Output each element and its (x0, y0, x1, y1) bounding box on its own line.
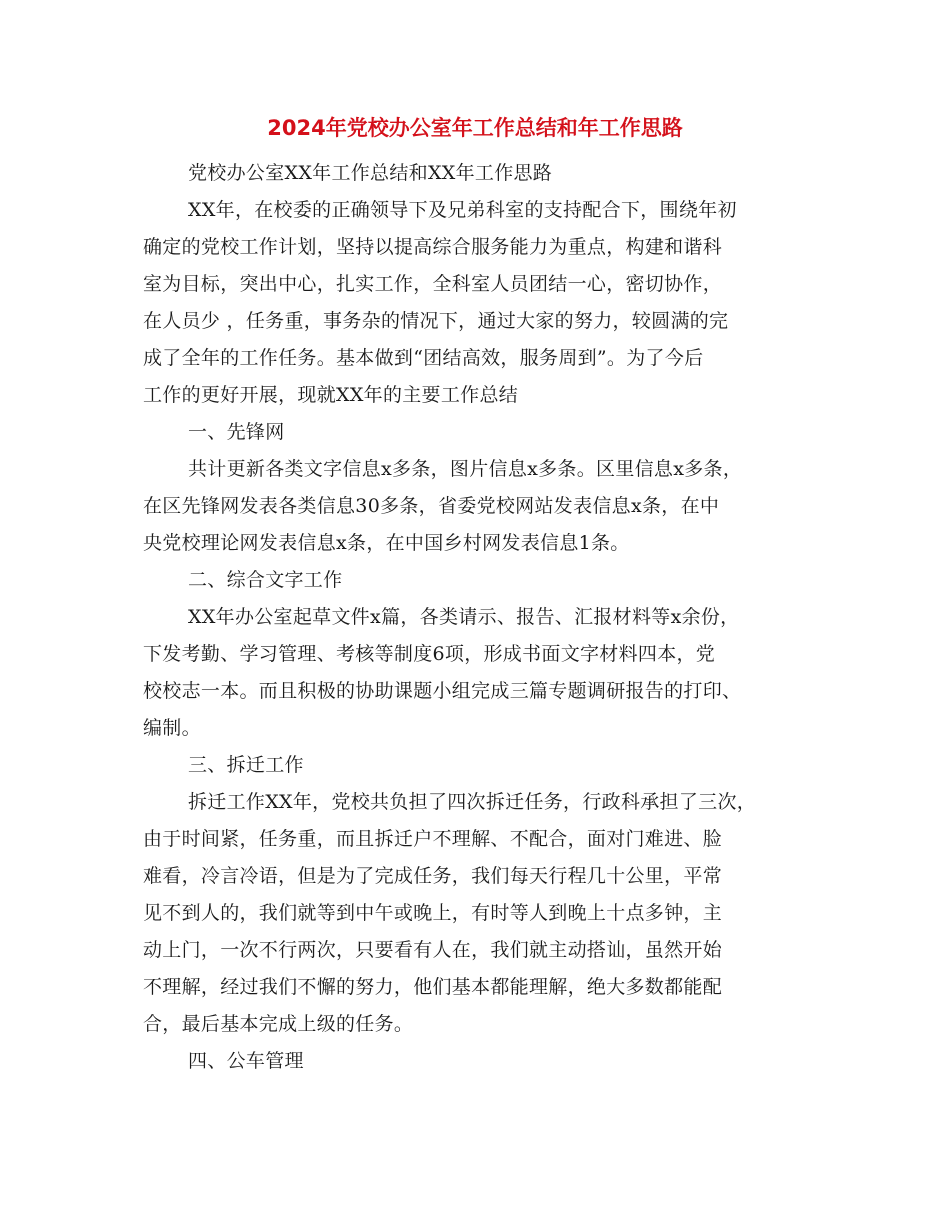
text-line: 确定的党校工作计划，坚持以提高综合服务能力为重点，构建和谐科 (143, 236, 723, 258)
document-title: 2024年党校办公室年工作总结和年工作思路 (267, 116, 683, 140)
text-line: 编制。 (143, 717, 201, 739)
text-line: 在人员少 ，任务重，事务杂的情况下，通过大家的努力，较圆满的完 (143, 310, 729, 332)
text-line: 室为目标，突出中心，扎实工作，全科室人员团结一心，密切协作， (143, 273, 723, 295)
text-line: 难看，冷言冷语，但是为了完成任务，我们每天行程几十公里，平常 (143, 865, 723, 887)
text-line: 共计更新各类文字信息x多条，图片信息x多条。区里信息x多条， (188, 458, 743, 480)
text-line: 一、先锋网 (188, 421, 285, 443)
text-line: 不理解，经过我们不懈的努力，他们基本都能理解，绝大多数都能配 (143, 976, 723, 998)
text-line: 在区先锋网发表各类信息30多条，省委党校网站发表信息x条，在中 (143, 495, 720, 517)
text-line: 校校志一本。而且积极的协助课题小组完成三篇专题调研报告的打印、 (143, 680, 742, 702)
text-line: 成了全年的工作任务。基本做到“团结高效，服务周到”。为了今后 (143, 347, 704, 369)
text-line: 拆迁工作XX年，党校共负担了四次拆迁任务，行政科承担了三次， (188, 791, 757, 813)
text-line: 动上门，一次不行两次，只要看有人在，我们就主动搭讪，虽然开始 (143, 939, 723, 961)
text-line: 二、综合文字工作 (188, 569, 343, 591)
text-line: 工作的更好开展，现就XX年的主要工作总结 (143, 384, 519, 406)
text-line: 下发考勤、学习管理、考核等制度6项，形成书面文字材料四本，党 (143, 643, 716, 665)
text-line: 见不到人的，我们就等到中午或晚上，有时等人到晚上十点多钟，主 (143, 902, 723, 924)
text-line: 合，最后基本完成上级的任务。 (143, 1013, 414, 1035)
text-line: 央党校理论网发表信息x条，在中国乡村网发表信息1条。 (143, 532, 630, 554)
text-line: 党校办公室XX年工作总结和XX年工作思路 (188, 162, 553, 184)
text-line: XX年，在校委的正确领导下及兄弟科室的支持配合下，围绕年初 (188, 199, 737, 221)
text-line: XX年办公室起草文件x篇，各类请示、报告、汇报材料等x余份， (188, 606, 740, 628)
document-body (143, 155, 843, 1080)
text-line: 由于时间紧，任务重，而且拆迁户不理解、不配合，面对门难进、脸 (143, 828, 723, 850)
text-line: 四、公车管理 (188, 1050, 304, 1072)
text-line: 三、拆迁工作 (188, 754, 304, 776)
